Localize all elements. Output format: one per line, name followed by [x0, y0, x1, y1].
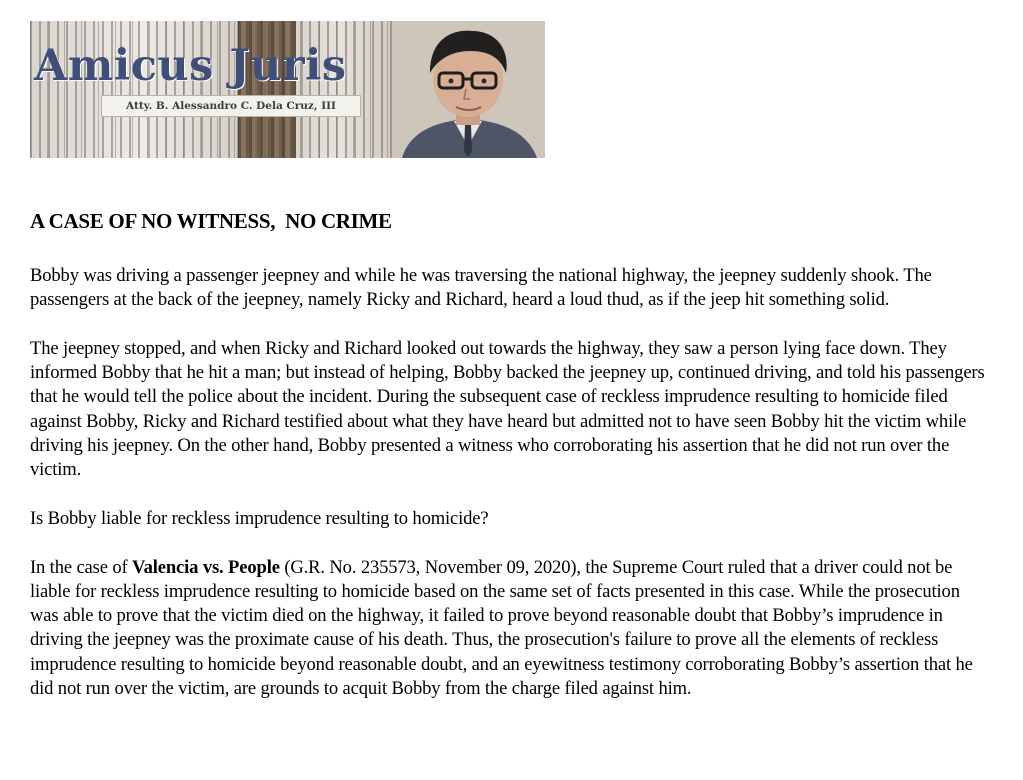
paragraph-facts-1: Bobby was driving a passenger jeepney and while he was traversing the national highway, the jeepney suddenly shook. The passengers at the back of the jeepney, namely Ricky and Richard, heard a loud thud, as if the jeep hit something solid.	[30, 265, 932, 311]
answer-prefix: In the case of	[30, 556, 133, 578]
answer-body: (G.R. No. 235573, November 09, 2020), the Supreme Court ruled that a driver could not be liable for reckless imprudence resulting to homicide based on the same set of facts presented in this case. While the prosecution was able to prove that the victim died on the highway, it failed to prove beyond reasonable doubt that Bobby’s imprudence in driving the jeepney was the proximate cause of his death. Thus, the prosecution's failure to prove all the elements of reckless imprudence resulting to homicide beyond reasonable doubt, and an eyewitness testimony corroborating Bobby’s assertion that he did not run over the victim, are grounds to acquit Bobby from the charge filed against him.	[30, 556, 973, 700]
banner-title: Amicus Juris	[34, 41, 347, 91]
paragraph-answer	[30, 556, 990, 702]
case-name: Valencia vs. People	[132, 556, 280, 578]
column-banner	[30, 21, 545, 158]
author-portrait	[392, 21, 545, 158]
article	[30, 207, 990, 701]
paragraph-facts-2: The jeepney stopped, and when Ricky and Richard looked out towards the highway, they saw a person lying face down. They informed Bobby that he hit a man; but instead of helping, Bobby backed the jeepney up, continued driving, and told his passengers that he would tell the police about the incident. During the subsequent case of reckless imprudence resulting to homicide filed against Bobby, Ricky and Richard testified about what they have heard but admitted not to have seen Bobby hit the victim while driving his jeepney. On the other hand, Bobby presented a witness who corroborating his assertion that he did not run over the victim.	[30, 337, 985, 481]
article-heading: A CASE OF NO WITNESS, NO CRIME	[30, 209, 392, 233]
banner-byline: Atty. B. Alessandro C. Dela Cruz, III	[101, 95, 361, 117]
paragraph-question: Is Bobby liable for reckless imprudence resulting to homicide?	[30, 507, 489, 529]
